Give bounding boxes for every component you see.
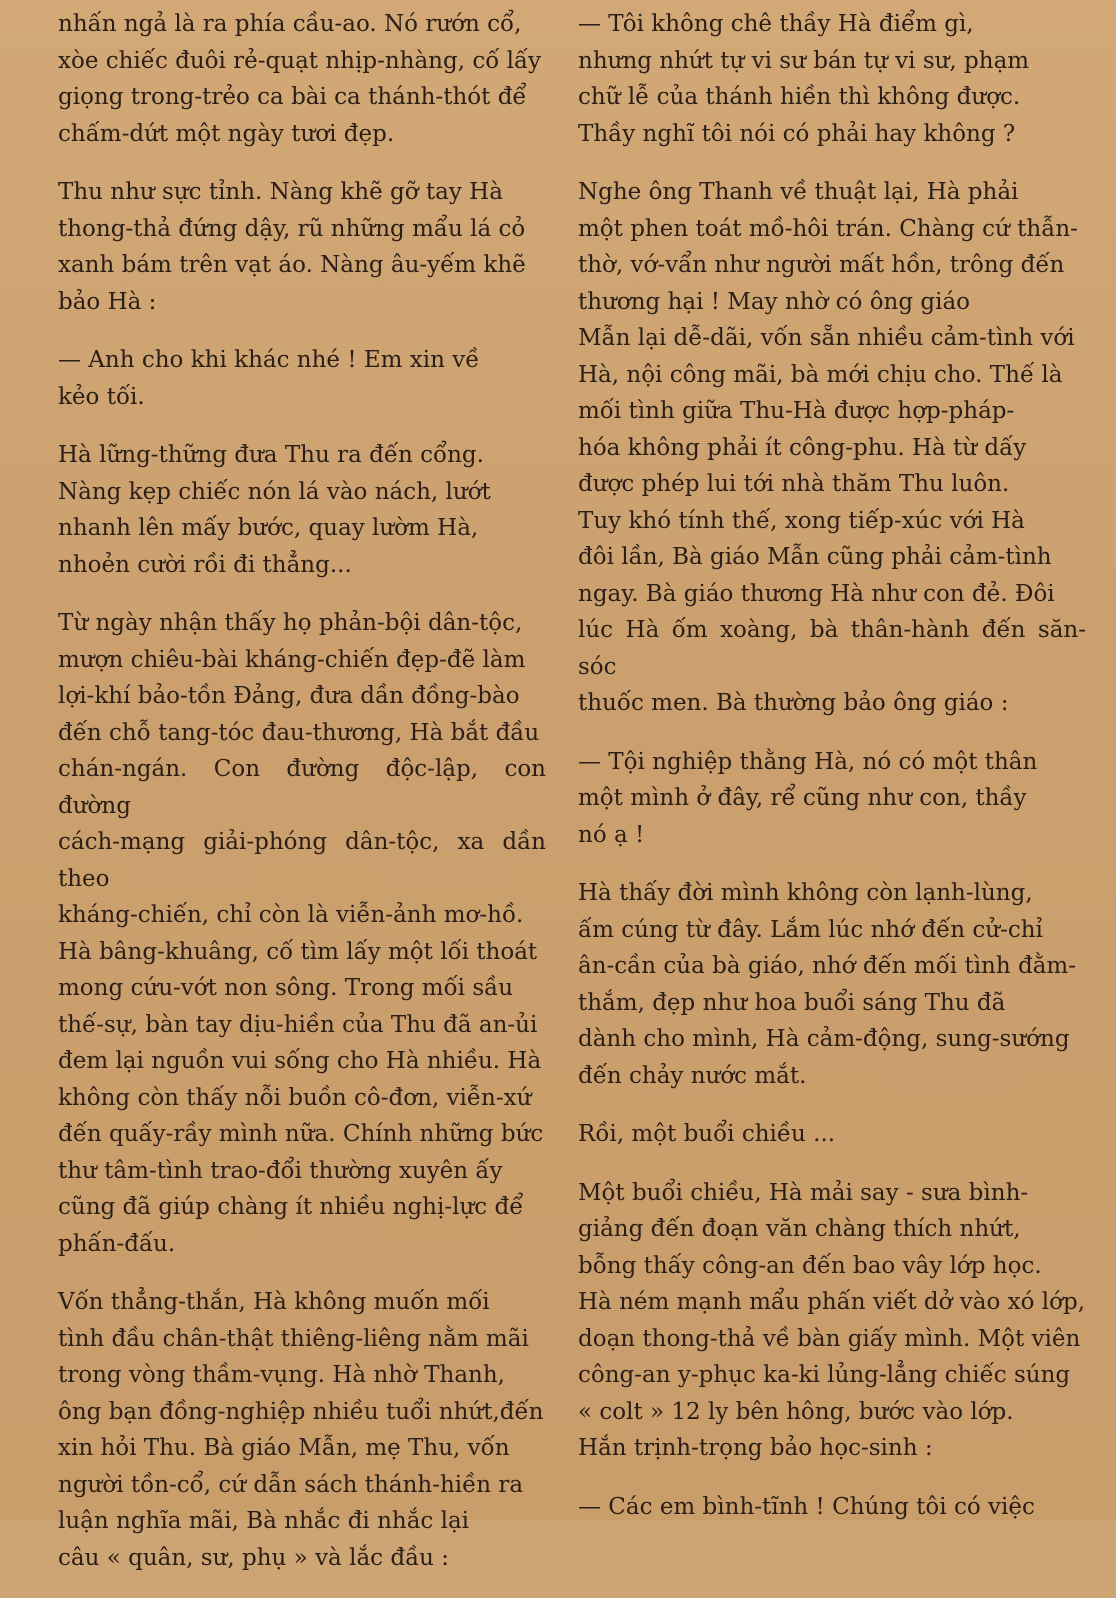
paragraph: — Anh cho khi khác nhé ! Em xin về kẻo tối. bbox=[58, 347, 480, 410]
paragraph: Vốn thẳng-thắn, Hà không muốn mối tình đầu chân-thật thiêng-liêng nằm mãi trong vòng thầm-vụng. Hà nhờ Thanh, ông bạn đồng-nghiệp nhiều tuổi nhứt,đến xin hỏi Thu. Bà giáo Mẫn, mẹ Thu, vốn người tồn-cổ, cứ dẫn sách thánh-hiền ra luận nghĩa mãi, Bà nhắc đi nhắc lại câu « quân, sư, phụ » và lắc đầu : bbox=[58, 1289, 544, 1571]
paragraph: — Tôi không chê thầy Hà điểm gì, nhưng nhứt tự vi sư bán tự vi sư, phạm chữ lễ của thánh hiền thì không được. Thầy nghĩ tôi nói có phải hay không ? bbox=[578, 11, 1030, 147]
paragraph: Nghe ông Thanh về thuật lại, Hà phải một phen toát mồ-hôi trán. Chàng cứ thẫn- thờ, vớ-vẩn như người mất hồn, trông đến thương hại ! May nhờ có ông giáo Mẫn lại dễ-dãi, vốn sẵn nhiều cảm-tình với Hà, nội công mãi, bà mới chịu cho. Thế là mối tình giữa Thu-Hà được hợp-pháp- hóa không phải ít công-phu. Hà từ dấy được phép lui tới nhà thăm Thu luôn. Tuy khó tính thế, xong tiếp-xúc với Hà đôi lần, Bà giáo Mẫn cũng phải cảm-tình ngay. Bà giáo thương Hà như con đẻ. Đôi lúc Hà ốm xoàng, bà thân-hành đến săn-sóc thuốc men. Bà thường bảo ông giáo : bbox=[578, 179, 1086, 716]
paragraph: Thu như sực tỉnh. Nàng khẽ gỡ tay Hà thong-thả đứng dậy, rũ những mẩu lá cỏ xanh bám trên vạt áo. Nàng âu-yếm khẽ bảo Hà : bbox=[58, 179, 526, 315]
paragraph: Rồi, một buổi chiều ... bbox=[578, 1121, 836, 1147]
paragraph: Hà lững-thững đưa Thu ra đến cổng. Nàng kẹp chiếc nón lá vào nách, lướt nhanh lên mấy bước, quay lườm Hà, nhoẻn cười rồi đi thẳng... bbox=[58, 442, 491, 578]
left-text-column bbox=[58, 0, 546, 1598]
paragraph: Một buổi chiều, Hà mải say - sưa bình- giảng đến đoạn văn chàng thích nhứt, bỗng thấy công-an đến bao vây lớp học. Hà ném mạnh mẩu phấn viết dở vào xó lớp, doạn thong-thả về bàn giấy mình. Một viên công-an y-phục ka-ki lủng-lẳng chiếc súng « colt » 12 ly bên hông, bước vào lớp. Hắn trịnh-trọng bảo học-sinh : bbox=[578, 1179, 1086, 1461]
paragraph: — Tội nghiệp thằng Hà, nó có một thân một mình ở đây, rể cũng như con, thầy nó ạ ! bbox=[578, 748, 1038, 848]
paragraph: — Các em bình-tĩnh ! Chúng tôi có việc bbox=[578, 1493, 1035, 1520]
right-text-column bbox=[578, 0, 1086, 1547]
paragraph: nhấn ngả là ra phía cầu-ao. Nó rướn cổ, xòe chiếc đuôi rẻ-quạt nhịp-nhàng, cố lấy giọng trong-trẻo ca bài ca thánh-thót để chấm-dứt một ngày tươi đẹp. bbox=[58, 11, 542, 147]
paragraph: Hà thấy đời mình không còn lạnh-lùng, ấm cúng từ đây. Lắm lúc nhớ đến cử-chỉ ân-cần của bà giáo, nhớ đến mối tình đằm- thắm, đẹp như hoa buổi sáng Thu đã dành cho mình, Hà cảm-động, sung-sướng đến chảy nước mắt. bbox=[578, 880, 1077, 1089]
paragraph: Từ ngày nhận thấy họ phản-bội dân-tộc, mượn chiêu-bài kháng-chiến đẹp-đẽ làm lợi-khí bảo-tồn Đảng, đưa dần đồng-bào đến chỗ tang-tóc đau-thương, Hà bắt đầu chán-ngán. Con đường độc-lập, con đường cách-mạng giải-phóng dân-tộc, xa dần theo kháng-chiến, chỉ còn là viễn-ảnh mơ-hồ. Hà bâng-khuâng, cố tìm lấy một lối thoát mong cứu-vớt non sông. Trong mối sầu thế-sự, bàn tay dịu-hiền của Thu đã an-ủi đem lại nguồn vui sống cho Hà nhiều. Hà không còn thấy nỗi buồn cô-đơn, viễn-xứ đến quấy-rầy mình nữa. Chính những bức thư tâm-tình trao-đổi thường xuyên ấy cũng đã giúp chàng ít nhiều nghị-lực để phấn-đấu. bbox=[58, 610, 546, 1257]
